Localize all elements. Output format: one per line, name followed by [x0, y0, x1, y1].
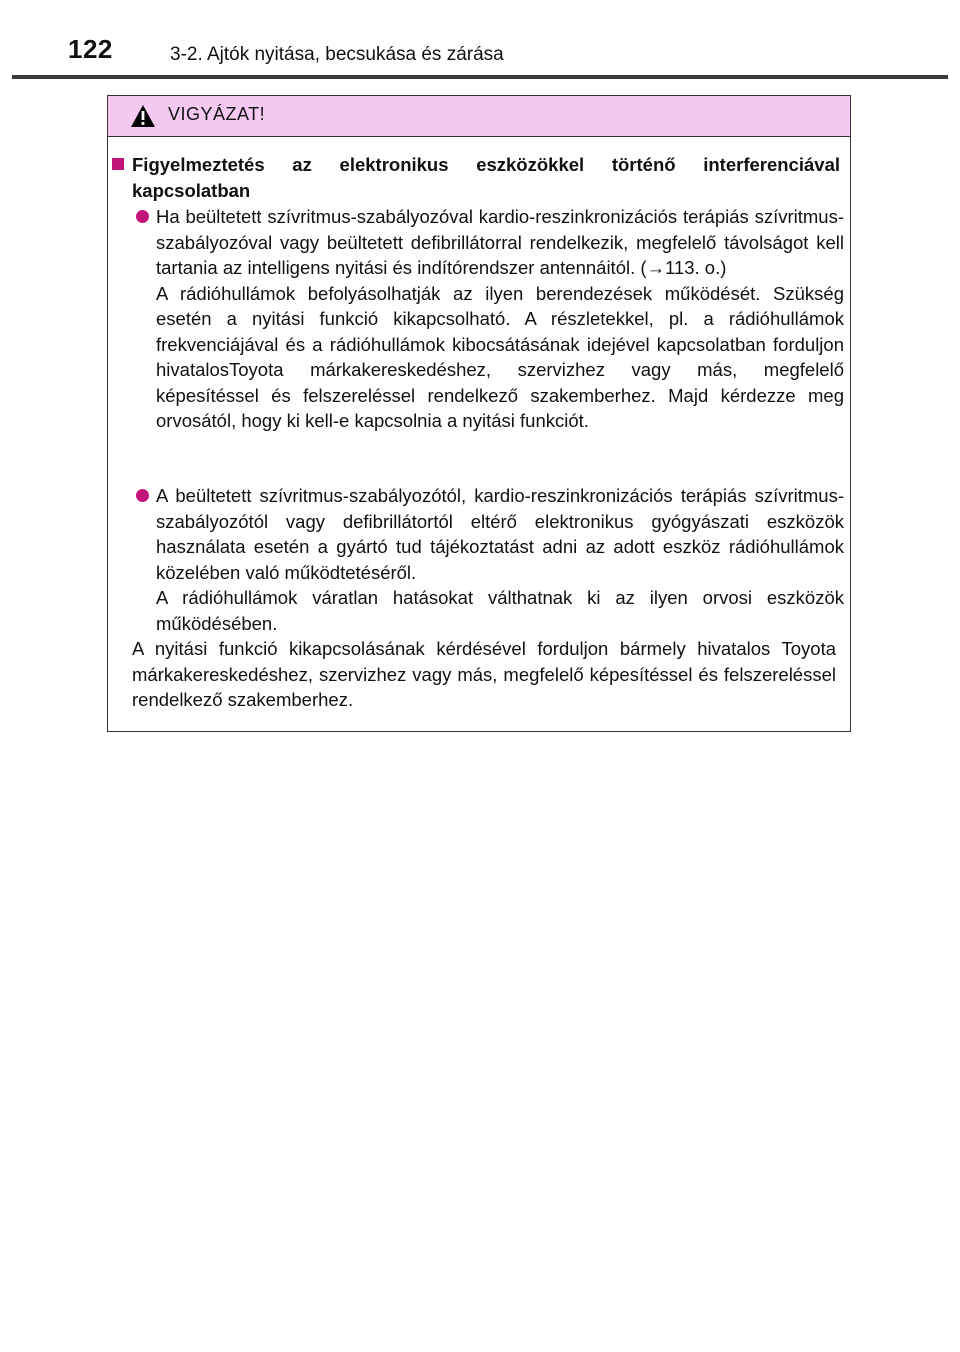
- circle-bullet-icon: [136, 210, 149, 223]
- list-item: [136, 204, 844, 434]
- section-title: 3-2. Ajtók nyitása, becsukása és zárása: [170, 44, 504, 65]
- square-bullet-icon: [112, 158, 124, 170]
- warning-heading-text: Figyelmeztetés az elektronikus eszközökkel történő interferenciával kapcsolatban: [132, 154, 840, 201]
- header-rule: [12, 75, 948, 79]
- warning-header: [108, 96, 850, 137]
- circle-bullet-icon: [136, 489, 149, 502]
- warning-title: VIGYÁZAT!: [168, 104, 266, 124]
- list-item-content: [156, 483, 844, 636]
- paragraph: A beültetett szívritmus-szabályozótól, kardio-reszinkronizációs terápiás szívritmus-szabályozótól vagy defibrillátortól eltérő elektronikus gyógyászati eszközök használata esetén a gyártó tud tájékoztatást adni az adott eszköz rádióhullámok közelében való működtetéséről.: [156, 485, 844, 583]
- page-number: 122: [68, 34, 113, 64]
- closing-paragraph: A nyitási funkció kikapcsolásának kérdésével forduljon bármely hivatalos Toyota márkakereskedéshez, szervizhez vagy más, megfelelő képesítéssel és felszereléssel rendelkező szakemberhez.: [132, 638, 836, 710]
- list-item: [136, 483, 844, 636]
- warning-heading: [112, 152, 844, 203]
- paragraph: A rádióhullámok váratlan hatásokat válthatnak ki az ilyen orvosi eszközök működésében.: [156, 587, 844, 634]
- page-header: [0, 0, 960, 80]
- warning-triangle-icon: [130, 104, 156, 128]
- warning-box: [107, 95, 851, 732]
- list-item-content: [156, 204, 844, 434]
- paragraph: Ha beültetett szívritmus-szabályozóval kardio-reszinkronizációs terápiás szívritmus-szabályozóval vagy beültetett defibrillátorral rendelkezik, megfelelő távolságot kell tartania az intelligens nyitási és indítórendszer antennáitól. (→113. o.): [156, 206, 844, 278]
- paragraph: A rádióhullámok befolyásolhatják az ilyen berendezések működését. Szükség esetén a nyitási funkció kikapcsolható. A részletekkel, pl. a rádióhullámok frekvenciájával és a rádióhullámok kibocsátásának idejével kapcsolatban forduljon hivatalosToyota márkakereskedéshez, szervizhez vagy más, megfelelő képesítéssel és felszereléssel rendelkező szakemberhez. Majd kérdezze meg orvosától, hogy ki kell-e kapcsolnia a nyitási funkciót.: [156, 282, 844, 431]
